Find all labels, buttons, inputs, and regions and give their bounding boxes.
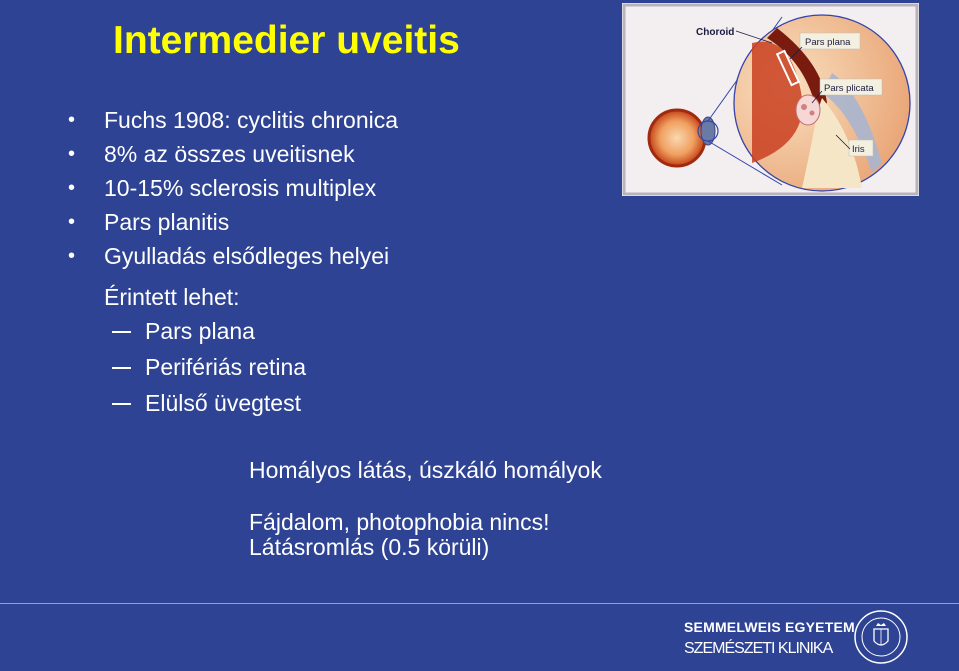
eye-anatomy-figure — [622, 3, 919, 196]
bullet-icon: • — [68, 177, 76, 199]
label-iris: Iris — [852, 144, 865, 155]
bullet-item — [68, 239, 398, 273]
bullet-item — [68, 103, 398, 137]
footer — [0, 604, 959, 671]
dash-icon — [112, 367, 131, 369]
bullet-icon: • — [68, 143, 76, 165]
bullet-text: Gyulladás elsődleges helyei — [104, 243, 390, 269]
slide-title: Intermedier uveitis — [113, 19, 460, 62]
bullet-text: Fuchs 1908: cyclitis chronica — [104, 107, 399, 133]
bullet-list — [68, 103, 398, 273]
affected-text: Elülső üvegtest — [145, 390, 301, 416]
symptom-line: Homályos látás, úszkáló homályok — [249, 457, 602, 483]
symptom-line: Látásromlás (0.5 körüli) — [249, 534, 490, 560]
bullet-icon: • — [68, 109, 76, 131]
dash-icon — [112, 331, 131, 333]
affected-text: Pars plana — [145, 318, 255, 344]
label-pars-plana: Pars plana — [805, 37, 851, 48]
bullet-icon: • — [68, 211, 76, 233]
affected-list — [112, 313, 306, 421]
bullet-text: 10-15% sclerosis multiplex — [104, 175, 377, 201]
affected-item — [112, 349, 306, 385]
footer-divider — [0, 603, 959, 604]
affected-item — [112, 313, 306, 349]
dash-icon — [112, 403, 131, 405]
eye-anatomy-illustration — [622, 3, 919, 196]
university-seal-icon — [853, 609, 909, 665]
affected-text: Perifériás retina — [145, 354, 307, 380]
bullet-item — [68, 137, 398, 171]
label-choroid: Choroid — [696, 27, 735, 38]
bullet-text: 8% az összes uveitisnek — [104, 141, 355, 167]
university-name: SEMMELWEIS EGYETEM — [684, 619, 855, 635]
bullet-item — [68, 171, 398, 205]
affected-heading: Érintett lehet: — [104, 284, 240, 310]
bullet-icon: • — [68, 245, 76, 267]
label-pars-plicata: Pars plicata — [824, 83, 874, 94]
clinic-name: SZEMÉSZETI KLINIKA — [684, 640, 833, 657]
bullet-item — [68, 205, 398, 239]
small-eye-icon — [649, 110, 705, 166]
affected-item — [112, 385, 306, 421]
bullet-text: Pars planitis — [104, 209, 230, 235]
symptom-line: Fájdalom, photophobia nincs! — [249, 509, 550, 535]
